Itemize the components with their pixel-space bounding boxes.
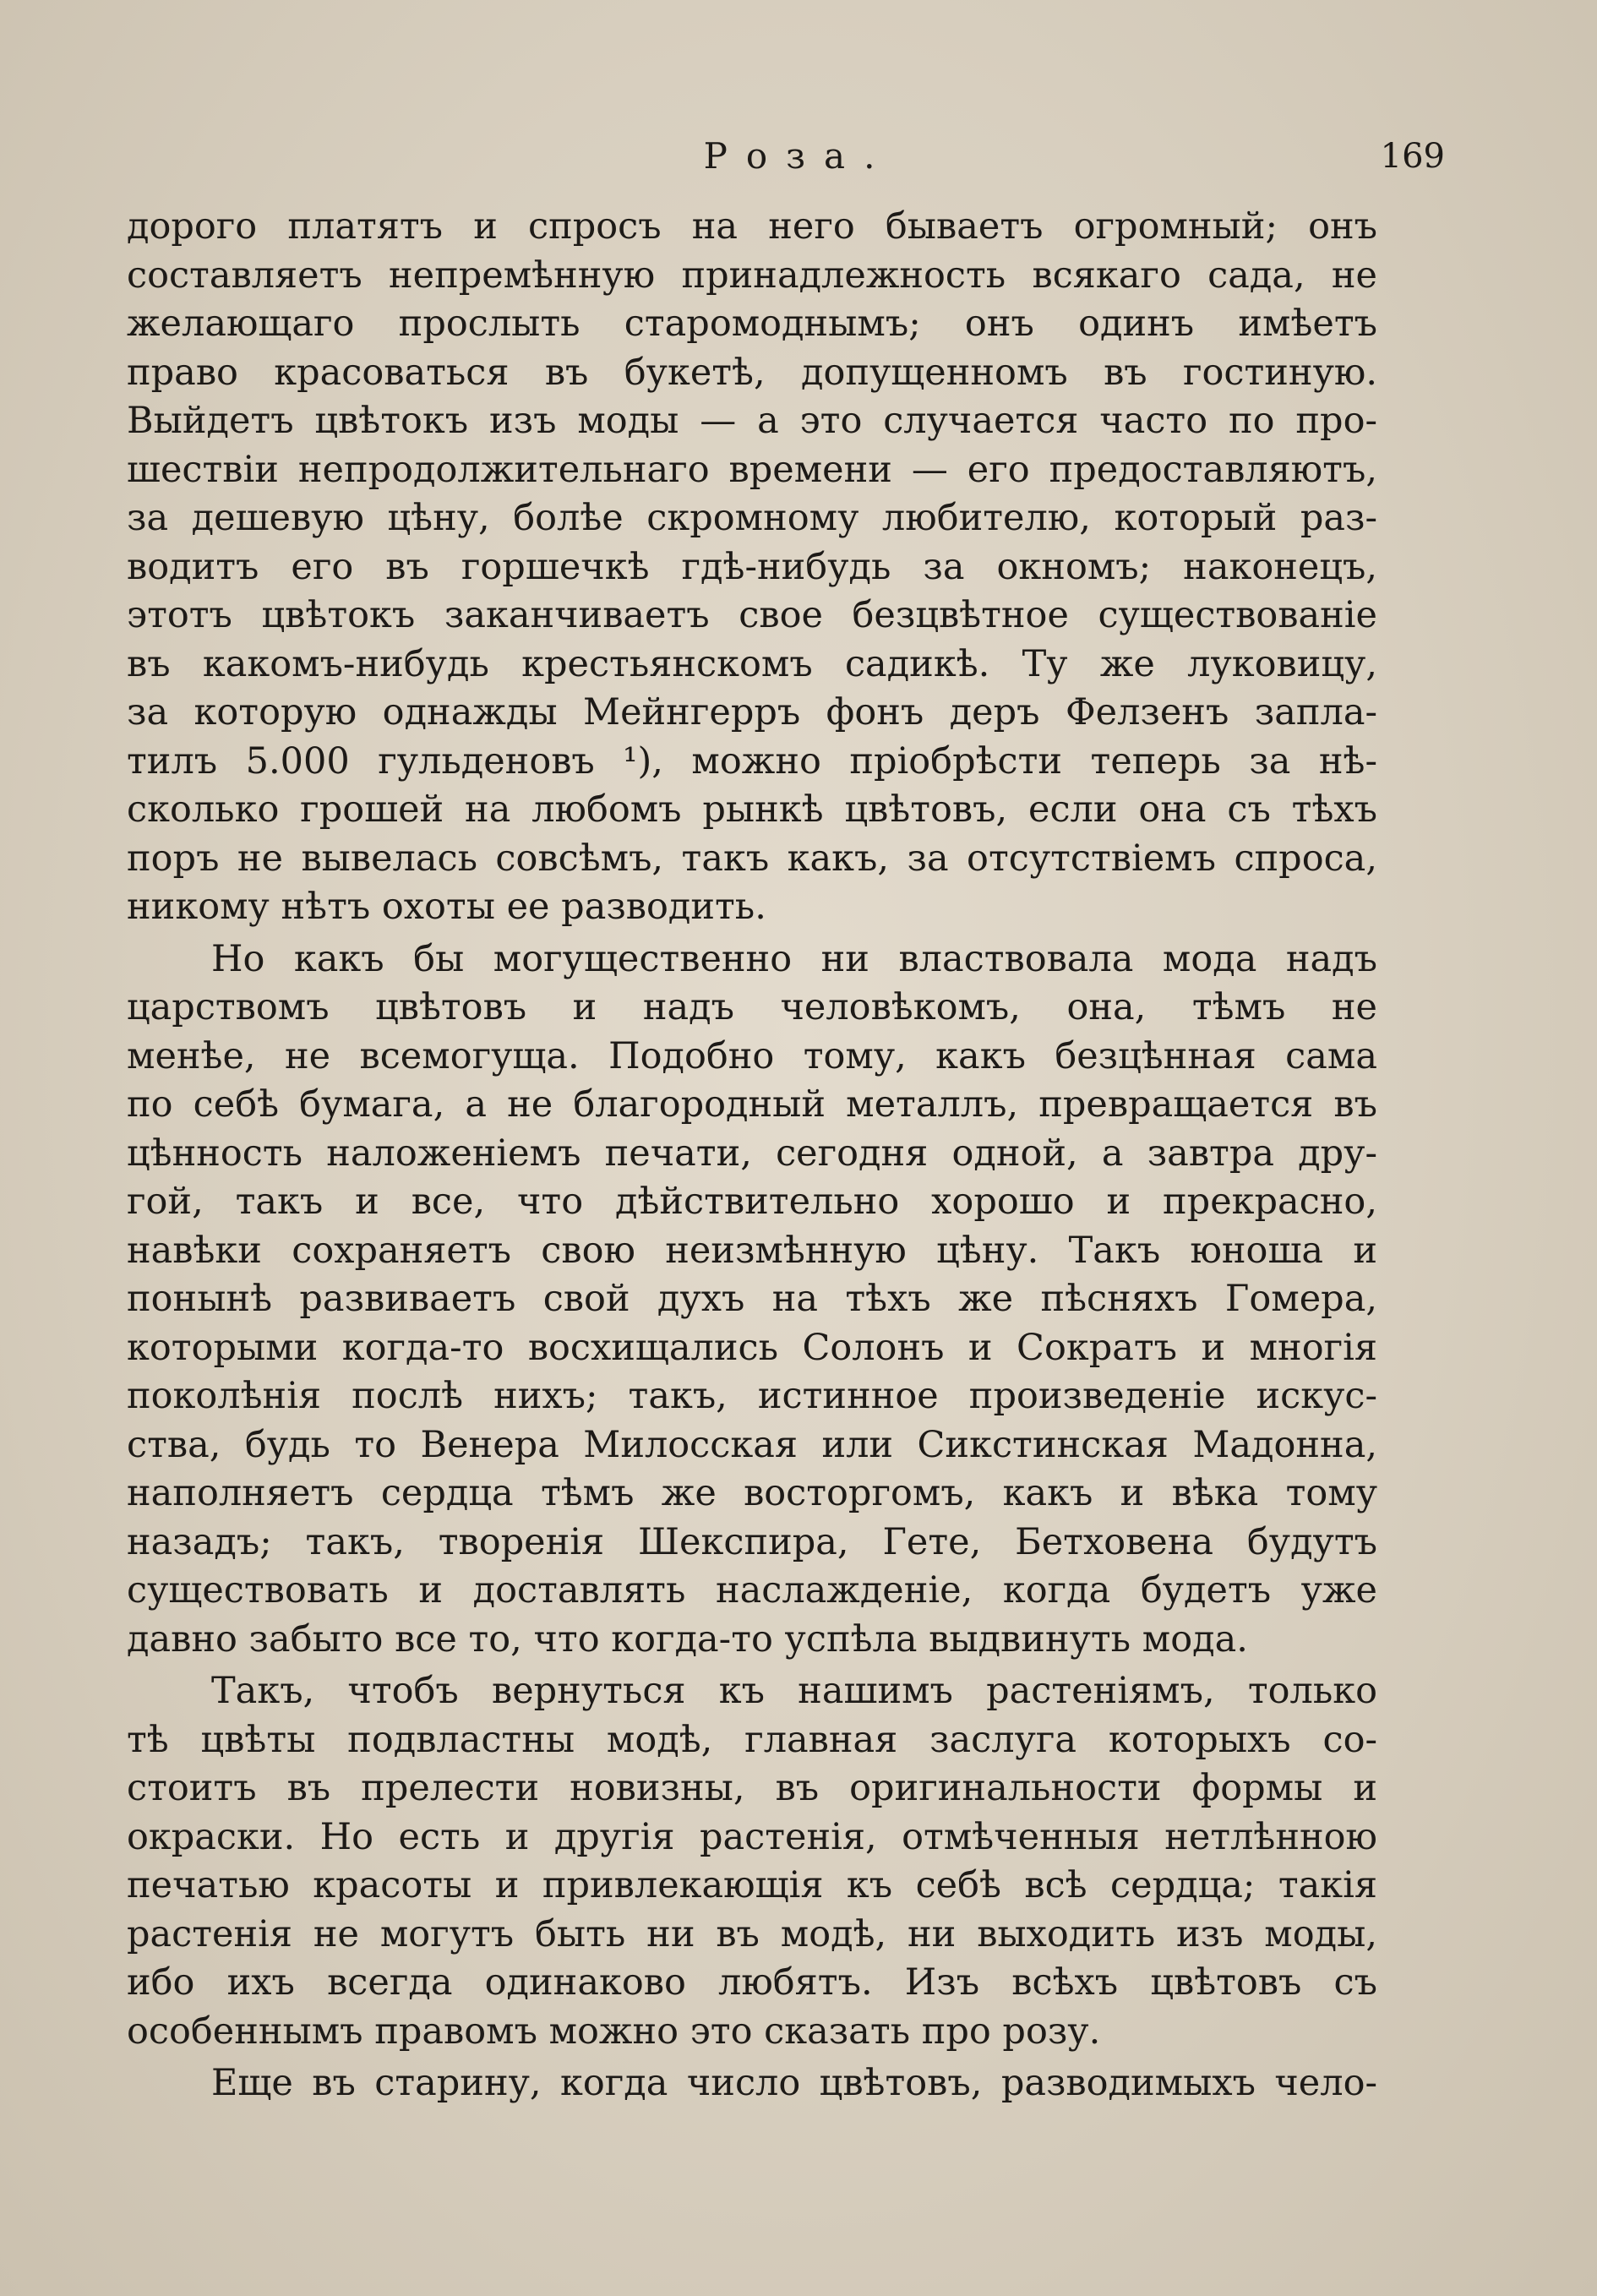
text-line: ства, будь то Венера Милосская или Сикстинская Мадонна, [127,1423,1377,1466]
text-line: растенія не могутъ быть ни въ модѣ, ни выходить изъ моды, [127,1912,1377,1955]
text-line: желающаго прослыть старомоднымъ; онъ одинъ имѣетъ [127,303,1377,345]
paragraph-1 [127,203,1377,932]
page-header [127,127,1470,186]
text-line: за дешевую цѣну, болѣе скромному любителю, который раз- [127,497,1377,539]
text-line: давно забыто все то, что когда-то успѣла выдвинуть мода. [127,1617,1248,1661]
text-line: за которую однажды Мейнгерръ фонъ деръ Фелзенъ запла- [127,691,1377,734]
paragraph-2 [127,935,1377,1665]
paragraph-4 [127,2059,1377,2108]
text-line: цѣнность наложеніемъ печати, сегодня одной, а завтра дру- [127,1132,1377,1175]
text-line: поколѣнія послѣ нихъ; такъ, истинное произведеніе искус- [127,1375,1377,1417]
text-line: навѣки сохраняетъ свою неизмѣнную цѣну. Такъ юноша и [127,1229,1377,1272]
text-line: назадъ; такъ, творенія Шекспира, Гете, Бетховена будутъ [127,1520,1377,1563]
running-title: Роза. [703,135,894,177]
text-line: печатью красоты и привлекающія къ себѣ всѣ сердца; такія [127,1864,1377,1906]
text-line: окраски. Но есть и другія растенія, отмѣченныя нетлѣнною [127,1815,1377,1858]
paragraph-3 [127,1667,1377,2056]
text-line: тѣ цвѣты подвластны модѣ, главная заслуга которыхъ со- [127,1718,1377,1761]
text-line: сколько грошей на любомъ рынкѣ цвѣтовъ, если она съ тѣхъ [127,788,1377,831]
text-line: поръ не вывелась совсѣмъ, такъ какъ, за отсутствіемъ спроса, [127,837,1377,880]
text-line: шествіи непродолжительнаго времени — его предоставляютъ, [127,448,1377,491]
text-line: понынѣ развиваетъ свой духъ на тѣхъ же пѣсняхъ Гомера, [127,1278,1377,1320]
text-line: стоитъ въ прелести новизны, въ оригинальности формы и [127,1767,1377,1809]
text-line: въ какомъ-нибудь крестьянскомъ садикѣ. Ту же луковицу, [127,642,1377,685]
text-line: гой, такъ и все, что дѣйствительно хорошо и прекрасно, [127,1181,1377,1223]
text-line: Выйдетъ цвѣтокъ изъ моды — а это случается часто по про- [127,400,1377,442]
text-line: особеннымъ правомъ можно это сказать про розу. [127,2010,1101,2053]
text-line: тилъ 5.000 гульденовъ ¹), можно пріобрѣсти теперь за нѣ- [127,739,1377,783]
text-line: никому нѣтъ охоты ее разводить. [127,886,766,928]
page-number: 169 [1380,137,1445,176]
text-line: наполняетъ сердца тѣмъ же восторгомъ, какъ и вѣка тому [127,1472,1377,1514]
text-line: этотъ цвѣтокъ заканчиваетъ свое безцвѣтное существованіе [127,594,1377,636]
text-line: существовать и доставлять наслажденіе, когда будетъ уже [127,1569,1377,1612]
text-line: дорого платятъ и спросъ на него бываетъ огромный; онъ [127,205,1377,248]
text-line: по себѣ бумага, а не благородный металлъ, превращается въ [127,1083,1377,1126]
text-line: менѣе, не всемогуща. Подобно тому, какъ безцѣнная сама [127,1034,1377,1077]
body-text [127,203,1377,2108]
text-line: водитъ его въ горшечкѣ гдѣ-нибудь за окномъ; наконецъ, [127,545,1377,588]
text-line: право красоваться въ букетѣ, допущенномъ въ гостиную. [127,351,1377,394]
text-line: Еще въ старину, когда число цвѣтовъ, разводимыхъ чело- [211,2062,1377,2104]
text-line: царствомъ цвѣтовъ и надъ человѣкомъ, она, тѣмъ не [127,986,1377,1028]
text-line: составляетъ непремѣнную принадлежность всякаго сада, не [127,254,1377,297]
text-line: которыми когда-то восхищались Солонъ и Сократъ и многія [127,1326,1377,1369]
text-line: Такъ, чтобъ вернуться къ нашимъ растеніямъ, только [211,1670,1377,1712]
text-line: ибо ихъ всегда одинаково любятъ. Изъ всѣхъ цвѣтовъ съ [127,1961,1377,2004]
text-line: Но какъ бы могущественно ни властвовала мода надъ [211,937,1377,980]
